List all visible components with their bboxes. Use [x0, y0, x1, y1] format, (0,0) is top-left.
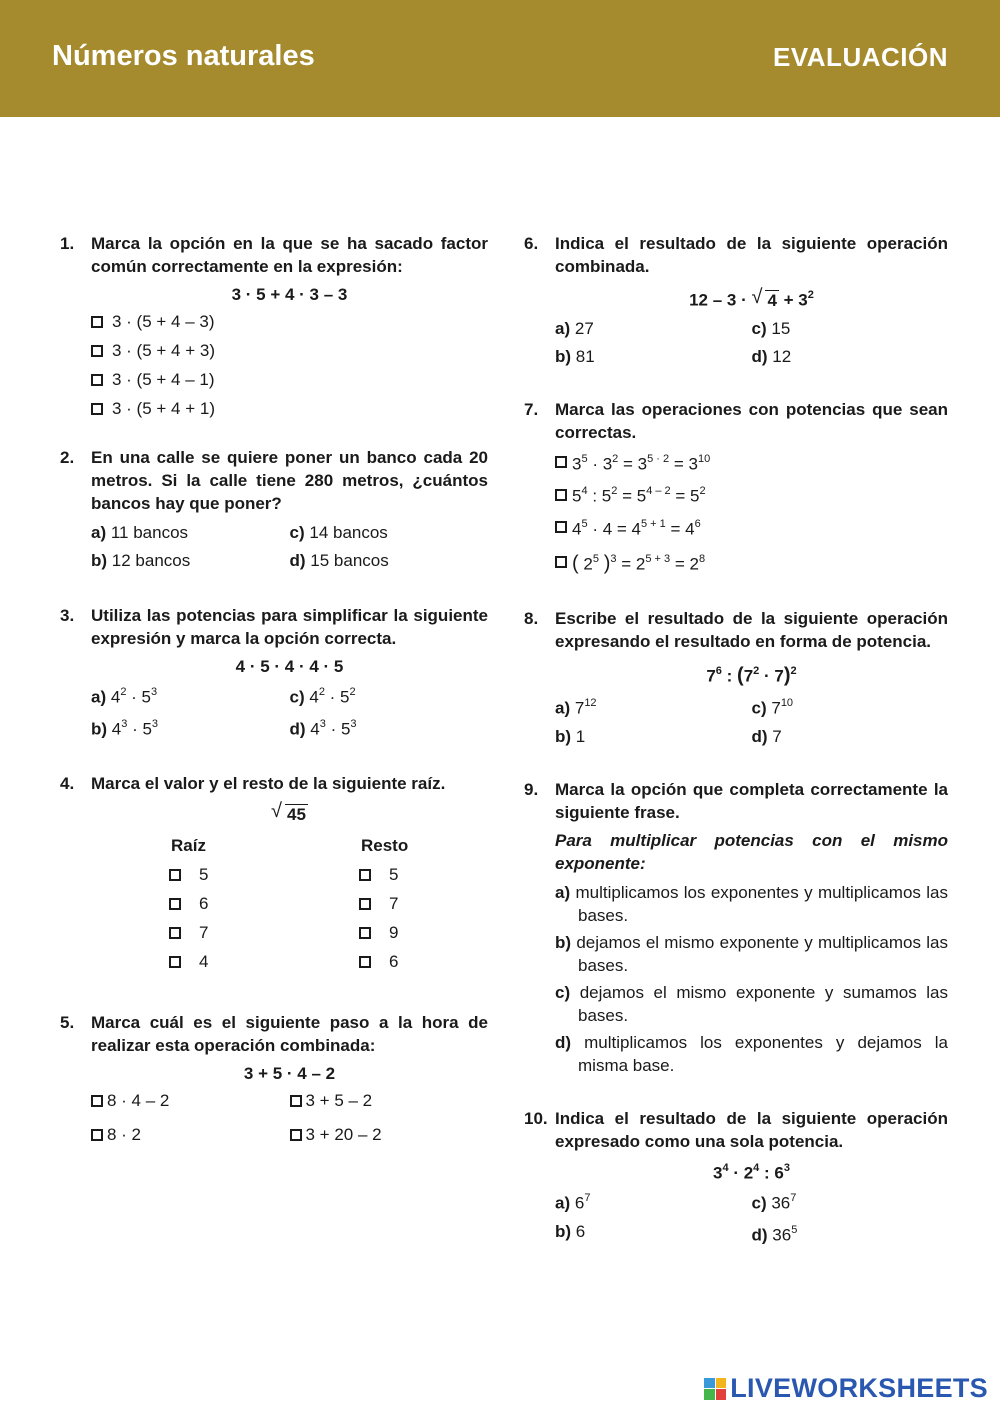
- checkbox-icon[interactable]: [169, 927, 181, 939]
- question-4: [60, 772, 488, 979]
- option-checkbox[interactable]: [91, 368, 488, 391]
- question-stem: Indica el resultado de la siguiente operación combinada.: [555, 234, 948, 276]
- checkbox-icon[interactable]: [91, 345, 103, 357]
- option-label: $4^5 \cdot 4 = 4^{5 + 1} = 4^6$: [572, 517, 701, 539]
- option-label: $5^4$ : $5^2 = 5^{4 - 2} = 5^2$: [572, 485, 706, 506]
- phrase-prompt: Para multiplicar potencias con el mismo exponente:: [555, 830, 948, 873]
- option-b[interactable]: b) 6: [555, 1221, 586, 1241]
- expression: 4 · 5 · 4 · 4 · 5: [235, 657, 344, 676]
- rest-option[interactable]: 7: [359, 892, 549, 915]
- expression: 3 + 5 · 4 – 2: [243, 1064, 336, 1084]
- option-label: 3 · (5 + 4 + 1): [112, 399, 215, 418]
- checkbox-icon[interactable]: [169, 956, 181, 968]
- checkbox-icon[interactable]: [359, 956, 371, 968]
- rest-option[interactable]: 5: [359, 863, 549, 886]
- checkbox-icon[interactable]: [91, 374, 103, 386]
- option-a[interactable]: a) $6^7$: [555, 1192, 591, 1213]
- option-checkbox[interactable]: [555, 481, 948, 508]
- question-number: 1.: [60, 234, 75, 253]
- option-a[interactable]: a) $4^2 \cdot 5^3$: [91, 686, 158, 707]
- question-number: 7.: [524, 399, 539, 419]
- checkbox-icon[interactable]: [359, 898, 371, 910]
- option-d[interactable]: d) 12: [751, 346, 792, 366]
- option-c[interactable]: c) dejamos el mismo exponente y sumamos las bases.: [555, 982, 948, 1025]
- evaluation-badge: EVALUACIÓN: [773, 42, 948, 72]
- question-stem: Marca cuál es el siguiente paso a la hora de realizar esta operación combinada:: [91, 1013, 488, 1056]
- question-number: 2.: [60, 448, 75, 467]
- checkbox-icon[interactable]: [555, 556, 567, 568]
- left-column: [60, 232, 488, 1152]
- option-checkbox[interactable]: 3 + 20 – 2: [290, 1123, 489, 1146]
- option-b[interactable]: b) $4^3 \cdot 5^3$: [91, 717, 159, 739]
- option-d[interactable]: d) 15 bancos: [289, 551, 389, 570]
- page-title: Números naturales: [52, 40, 315, 72]
- root-option[interactable]: 6: [169, 892, 359, 915]
- radical-icon: √: [751, 285, 763, 308]
- root-option[interactable]: 5: [169, 863, 359, 886]
- question-3: [60, 604, 488, 740]
- options-grid: [91, 521, 488, 572]
- square-root: [271, 800, 308, 826]
- question-6: [524, 232, 948, 368]
- question-stem: Indica el resultado de la siguiente operación expresado como una sola potencia.: [555, 1108, 948, 1151]
- option-checkbox[interactable]: [91, 310, 488, 333]
- checkbox-icon[interactable]: [359, 869, 371, 881]
- root-column-header: Raíz: [171, 836, 206, 856]
- expression: [91, 800, 488, 826]
- option-d[interactable]: d) 7: [751, 726, 782, 746]
- root-option[interactable]: 7: [169, 921, 359, 944]
- root-option[interactable]: 4: [169, 950, 359, 973]
- question-number: 10.: [524, 1108, 548, 1128]
- checkbox-icon[interactable]: [91, 316, 103, 328]
- checkbox-icon[interactable]: [169, 869, 181, 881]
- header-banner: [0, 0, 1000, 117]
- option-d[interactable]: d) multiplicamos los exponentes y dejamos la misma base.: [555, 1032, 948, 1075]
- expression: 3 · 5 + 4 · 3 – 3: [231, 285, 348, 304]
- option-b[interactable]: b) 12 bancos: [91, 551, 191, 570]
- question-2: [60, 446, 488, 572]
- expression: $7^6$ : $(7^2 \cdot 7)^2$: [706, 664, 797, 687]
- option-label: $3^5 \cdot 3^2 = 3^{5 \cdot 2} = 3^{10}$: [572, 452, 711, 474]
- liveworksheets-logo: [704, 1373, 988, 1404]
- question-number: 9.: [524, 779, 539, 799]
- root-rest-grid: [169, 830, 488, 979]
- question-5: [60, 1011, 488, 1152]
- option-checkbox[interactable]: [91, 339, 488, 362]
- checkbox-icon[interactable]: [359, 927, 371, 939]
- option-checkbox[interactable]: 8 · 2: [91, 1123, 290, 1146]
- question-stem: Marca la opción en la que se ha sacado factor común correctamente en la expresión:: [91, 234, 488, 276]
- brand-name: LIVEWORKSHEETS: [730, 1373, 988, 1403]
- options-grid: [555, 1188, 948, 1246]
- checkbox-icon[interactable]: [91, 403, 103, 415]
- radicand: 45: [287, 805, 306, 825]
- question-stem: Utiliza las potencias para simplificar la siguiente expresión y marca la opción correcta.: [91, 606, 488, 648]
- question-stem: Marca el valor y el resto de la siguiente raíz.: [91, 774, 446, 794]
- question-10: [524, 1107, 948, 1247]
- rest-option[interactable]: 9: [359, 921, 549, 944]
- checkbox-icon[interactable]: [91, 1129, 103, 1141]
- option-a[interactable]: a) $7^{12}$: [555, 696, 597, 718]
- checkbox-icon[interactable]: [290, 1129, 302, 1141]
- checkbox-icon[interactable]: [555, 489, 567, 501]
- question-stem: En una calle se quiere poner un banco cada 20 metros. Si la calle tiene 280 metros, ¿cuántos bancos hay que poner?: [91, 448, 488, 513]
- option-checkbox[interactable]: [91, 397, 488, 420]
- option-a[interactable]: a) 27: [555, 318, 594, 338]
- option-label: ( $2^5$ )$^3 = 2^{5 + 3} = 2^8$: [572, 552, 706, 575]
- option-c[interactable]: c) $4^2 \cdot 5^2$: [289, 686, 356, 707]
- checkbox-icon[interactable]: [290, 1095, 302, 1107]
- options-grid: [555, 693, 948, 748]
- option-checkbox[interactable]: [555, 449, 948, 476]
- rest-column-header: Resto: [361, 836, 409, 856]
- option-label: 3 · (5 + 4 – 3): [112, 312, 215, 331]
- checkbox-icon[interactable]: [169, 898, 181, 910]
- question-number: 3.: [60, 606, 75, 625]
- option-checkbox[interactable]: 3 + 5 – 2: [290, 1089, 489, 1112]
- question-number: 4.: [60, 774, 75, 794]
- option-b[interactable]: b) 1: [555, 726, 586, 746]
- option-d[interactable]: d) $36^5$: [751, 1223, 798, 1245]
- checkbox-icon[interactable]: [555, 456, 567, 468]
- question-stem: Marca las operaciones con potencias que sean correctas.: [555, 399, 948, 442]
- option-checkbox[interactable]: [555, 514, 948, 541]
- question-8: [524, 607, 948, 747]
- options-grid: [91, 1089, 488, 1152]
- question-9: [524, 778, 948, 1077]
- question-number: 6.: [524, 234, 539, 253]
- option-c[interactable]: c) $7^{10}$: [751, 696, 794, 718]
- option-a[interactable]: a) 11 bancos: [91, 523, 189, 542]
- radical-icon: √: [271, 800, 283, 823]
- logo-icon: [704, 1378, 726, 1400]
- options-grid: [91, 682, 488, 740]
- checkbox-icon[interactable]: [555, 521, 567, 533]
- expression: $3^4 \cdot 2^4$ : $6^3$: [713, 1161, 790, 1183]
- option-c[interactable]: c) 15: [751, 318, 791, 338]
- question-number: 8.: [524, 609, 539, 629]
- option-b[interactable]: b) dejamos el mismo exponente y multiplicamos las bases.: [555, 932, 948, 975]
- option-label: 3 · (5 + 4 + 3): [112, 341, 215, 360]
- rest-option[interactable]: 6: [359, 950, 549, 973]
- checkbox-icon[interactable]: [91, 1095, 103, 1107]
- option-b[interactable]: b) 81: [555, 346, 595, 366]
- option-label: 3 · (5 + 4 – 1): [112, 370, 215, 389]
- question-1: [60, 232, 488, 420]
- expression: 12 – 3 · √ $4 + 3^2$: [689, 285, 814, 310]
- option-a[interactable]: a) multiplicamos los exponentes y multiplicamos las bases.: [555, 882, 948, 925]
- question-stem: Escribe el resultado de la siguiente operación expresando el resultado en forma de potencia.: [555, 609, 948, 652]
- question-stem: Marca la opción que completa correctamente la siguiente frase.: [555, 779, 948, 822]
- option-c[interactable]: c) 14 bancos: [289, 523, 388, 542]
- question-7: [524, 398, 948, 576]
- square-root: √ 4: [751, 285, 777, 310]
- option-c[interactable]: c) $36^7$: [751, 1192, 797, 1213]
- options-grid: [555, 317, 948, 368]
- option-checkbox[interactable]: 8 · 4 – 2: [91, 1089, 290, 1112]
- option-checkbox[interactable]: [555, 549, 948, 576]
- option-d[interactable]: d) $4^3 \cdot 5^3$: [289, 717, 357, 739]
- right-column: [524, 232, 948, 1247]
- question-number: 5.: [60, 1013, 75, 1033]
